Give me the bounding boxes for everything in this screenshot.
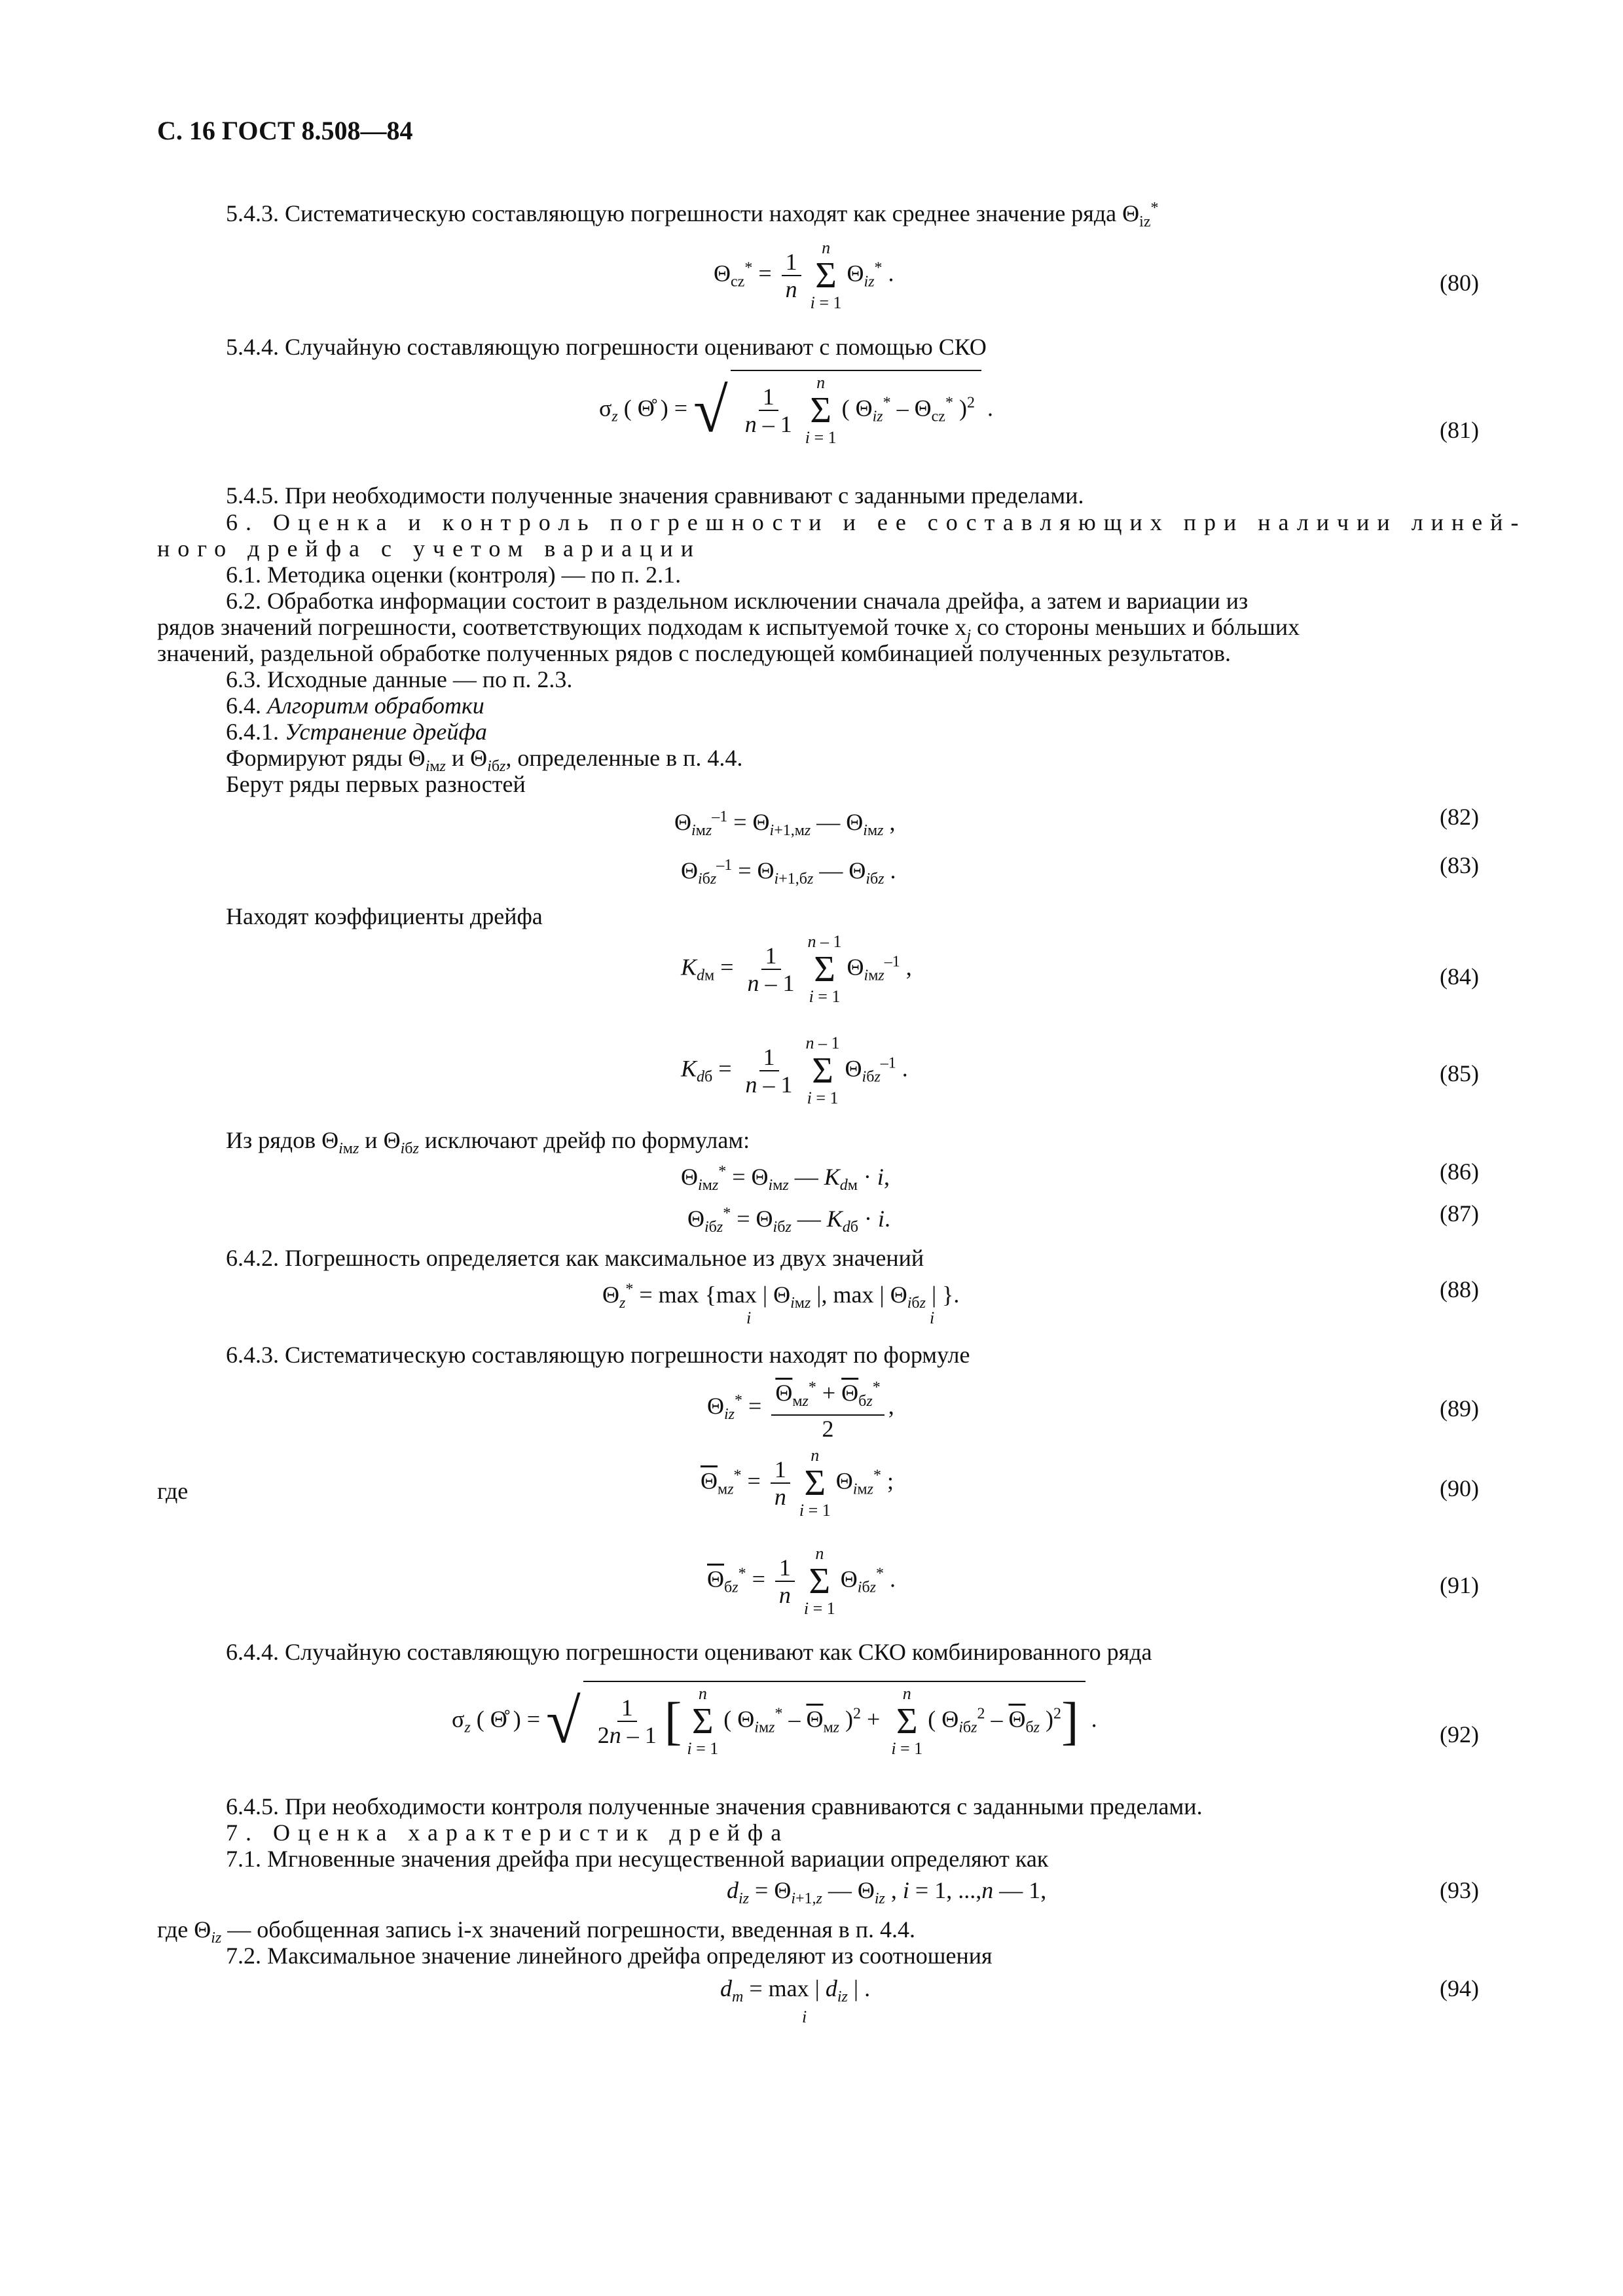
para-6-4-3: 6.4.3. Систематическую составляющую погрешности находят по формуле — [226, 1342, 970, 1368]
eq-number-84: (84) — [1440, 963, 1479, 990]
formula-91: $\overline{\Theta}_{бz}^*$ = $\frac{1}{n}$ n Σ i = 1 $\Theta_{iбz}^*$ . — [707, 1544, 896, 1618]
para-6-4-1: 6.4.1. Устранение дрейфа — [226, 719, 487, 745]
section-7-title: 7. Оценка характеристик дрейфа — [226, 1820, 790, 1846]
para-7-2: 7.2. Максимальное значение линейного дрейфа определяют из соотношения — [226, 1943, 993, 1969]
para-7-1: 7.1. Мгновенные значения дрейфа при несущественной вариации определяют как — [226, 1846, 1049, 1872]
para-form-series: Формируют ряды $\Theta_{iмz}$ и $\Theta_{iбz}$, определенные в п. 4.4. — [226, 745, 743, 776]
eq-number-83: (83) — [1440, 852, 1479, 878]
para-find-coef: Находят коэффициенты дрейфа — [226, 903, 543, 929]
para-6-4-5: 6.4.5. При необходимости контроля полученные значения сравниваются с заданными пределами. — [226, 1793, 1203, 1820]
section-6-title-line2: ного дрейфа с учетом вариации — [157, 535, 701, 562]
para-6-4-4: 6.4.4. Случайную составляющую погрешности оценивают как СКО комбинированного ряда — [226, 1639, 1152, 1665]
formula-93: $d_{iz} = \Theta_{i+1,z}$ — $\Theta_{iz}$ , i = 1, ...,n — 1, — [727, 1877, 1047, 1908]
eq-number-87: (87) — [1440, 1200, 1479, 1227]
formula-90: $\overline{\Theta}_{мz}^*$ = $\frac{1}{n}$ n Σ i = 1 $\Theta_{iмz}^*$ ; — [701, 1446, 894, 1520]
eq-number-94: (94) — [1440, 1975, 1479, 2001]
para-6-2-line2: рядов значений погрешности, соответствующих подходам к испытуемой точке $x_j$ со стороны меньших и бóльших — [157, 614, 1300, 645]
para-6-4: 6.4. Алгоритм обработки — [226, 692, 484, 719]
eq-number-81: (81) — [1440, 417, 1479, 443]
section-6-title-line1: 6. Оценка и контроль погрешности и ее составляющих при наличии линей- — [226, 509, 1527, 535]
eq-number-86: (86) — [1440, 1158, 1479, 1185]
para-take-diffs: Берут ряды первых разностей — [226, 771, 526, 797]
formula-85: $K_{dб}$ = $\frac{1}{n - 1}$ n – 1 Σ i = 1 $\Theta_{iбz}^{-1}$ . — [681, 1033, 908, 1107]
eq-number-93: (93) — [1440, 1877, 1479, 1903]
eq-number-80: (80) — [1440, 270, 1479, 296]
formula-84: $K_{dм}$ = $\frac{1}{n - 1}$ n – 1 Σ i = 1 $\Theta_{iмz}^{-1}$ , — [681, 932, 912, 1006]
formula-80: $\Theta_{cz}^*$ = $\frac{1}{n}$ n Σ i = 1 $\Theta_{iz}^*$ . — [714, 238, 894, 312]
para-6-2-line3: значений, раздельной обработке полученных рядов с последующей комбинацией полученных результатов. — [157, 640, 1231, 666]
para-6-2-line1: 6.2. Обработка информации состоит в раздельном исключении сначала дрейфа, а затем и вариации из — [226, 588, 1249, 614]
eq-number-89: (89) — [1440, 1395, 1479, 1422]
eq-number-91: (91) — [1440, 1572, 1479, 1598]
para-6-3: 6.3. Исходные данные — по п. 2.3. — [226, 666, 573, 692]
eq-number-92: (92) — [1440, 1721, 1479, 1748]
label-where: где — [157, 1478, 189, 1504]
formula-81: $\sigma_z$ ( Θ̊ ) = √ $\frac{1}{n - 1}$ n Σ i = 1 ( $\Theta_{iz}^* - \Theta_{cz}^*$ )$^2$ . — [599, 370, 993, 447]
formula-94: $d_m = \max$ | $d_{iz}$ | . — [720, 1975, 871, 2006]
formula-82: $\Theta_{iмz}^{-1} = \Theta_{i+1,мz}$ — $\Theta_{iмz}$ , — [674, 808, 896, 840]
formula-88-index-2: i — [930, 1308, 935, 1327]
para-where-theta: где $\Theta_{iz}$ — обобщенная запись i-х значений погрешности, введенная в п. 4.4. — [157, 1916, 916, 1947]
eq-number-88: (88) — [1440, 1276, 1479, 1302]
eq-number-90: (90) — [1440, 1475, 1479, 1501]
para-exclude-drift: Из рядов $\Theta_{iмz}$ и $\Theta_{iбz}$ исключают дрейф по формулам: — [226, 1127, 750, 1158]
para-5-4-5: 5.4.5. При необходимости полученные значения сравнивают с заданными пределами. — [226, 482, 1084, 509]
para-6-4-2: 6.4.2. Погрешность определяется как максимальное из двух значений — [226, 1245, 924, 1271]
formula-83: $\Theta_{iбz}^{-1} = \Theta_{i+1,бz}$ — $\Theta_{iбz}$ . — [681, 857, 896, 888]
formula-89: $\Theta_{iz}^*$ = $\frac{\overline{\Theta}_{мz}^* + \overline{\Theta}_{бz}^*}{2}$ , — [707, 1374, 894, 1442]
page-header: С. 16 ГОСТ 8.508—84 — [157, 116, 413, 145]
para-6-1: 6.1. Методика оценки (контроля) — по п. 2.1. — [226, 562, 682, 588]
formula-88: $\Theta_z^* = \max \{\max$ | $\Theta_{iмz}$ |, max | $\Theta_{iбz}$ | }. — [602, 1281, 960, 1312]
formula-86: $\Theta_{iмz}^* = \Theta_{iмz}$ — $K_{dм} \cdot i$, — [681, 1163, 890, 1194]
formula-87: $\Theta_{iбz}^* = \Theta_{iбz}$ — $K_{dб} \cdot i$. — [687, 1205, 891, 1236]
para-5-4-4: 5.4.4. Случайную составляющую погрешности оценивают с помощью СКО — [226, 334, 987, 360]
formula-94-index: i — [802, 2007, 807, 2026]
eq-number-85: (85) — [1440, 1060, 1479, 1086]
formula-88-index-1: i — [746, 1308, 752, 1327]
para-5-4-3: 5.4.3. Систематическую составляющую погрешности находят как среднее значение ряда $\Theta_{iz}^*$ — [226, 200, 1159, 231]
formula-92: $\sigma_z$ ( Θ̊ ) = √ $\frac{1}{2n - 1}$ [ n Σ i = 1 ( $\Theta_{iмz}^* - \overline{\Theta}_{мz}$ )$^2$ + n Σ i = 1 ( $\Theta_{iбz}^2 - \overline{\Theta}_{бz}$ )$^2$] . — [452, 1681, 1097, 1758]
eq-number-82: (82) — [1440, 804, 1479, 830]
